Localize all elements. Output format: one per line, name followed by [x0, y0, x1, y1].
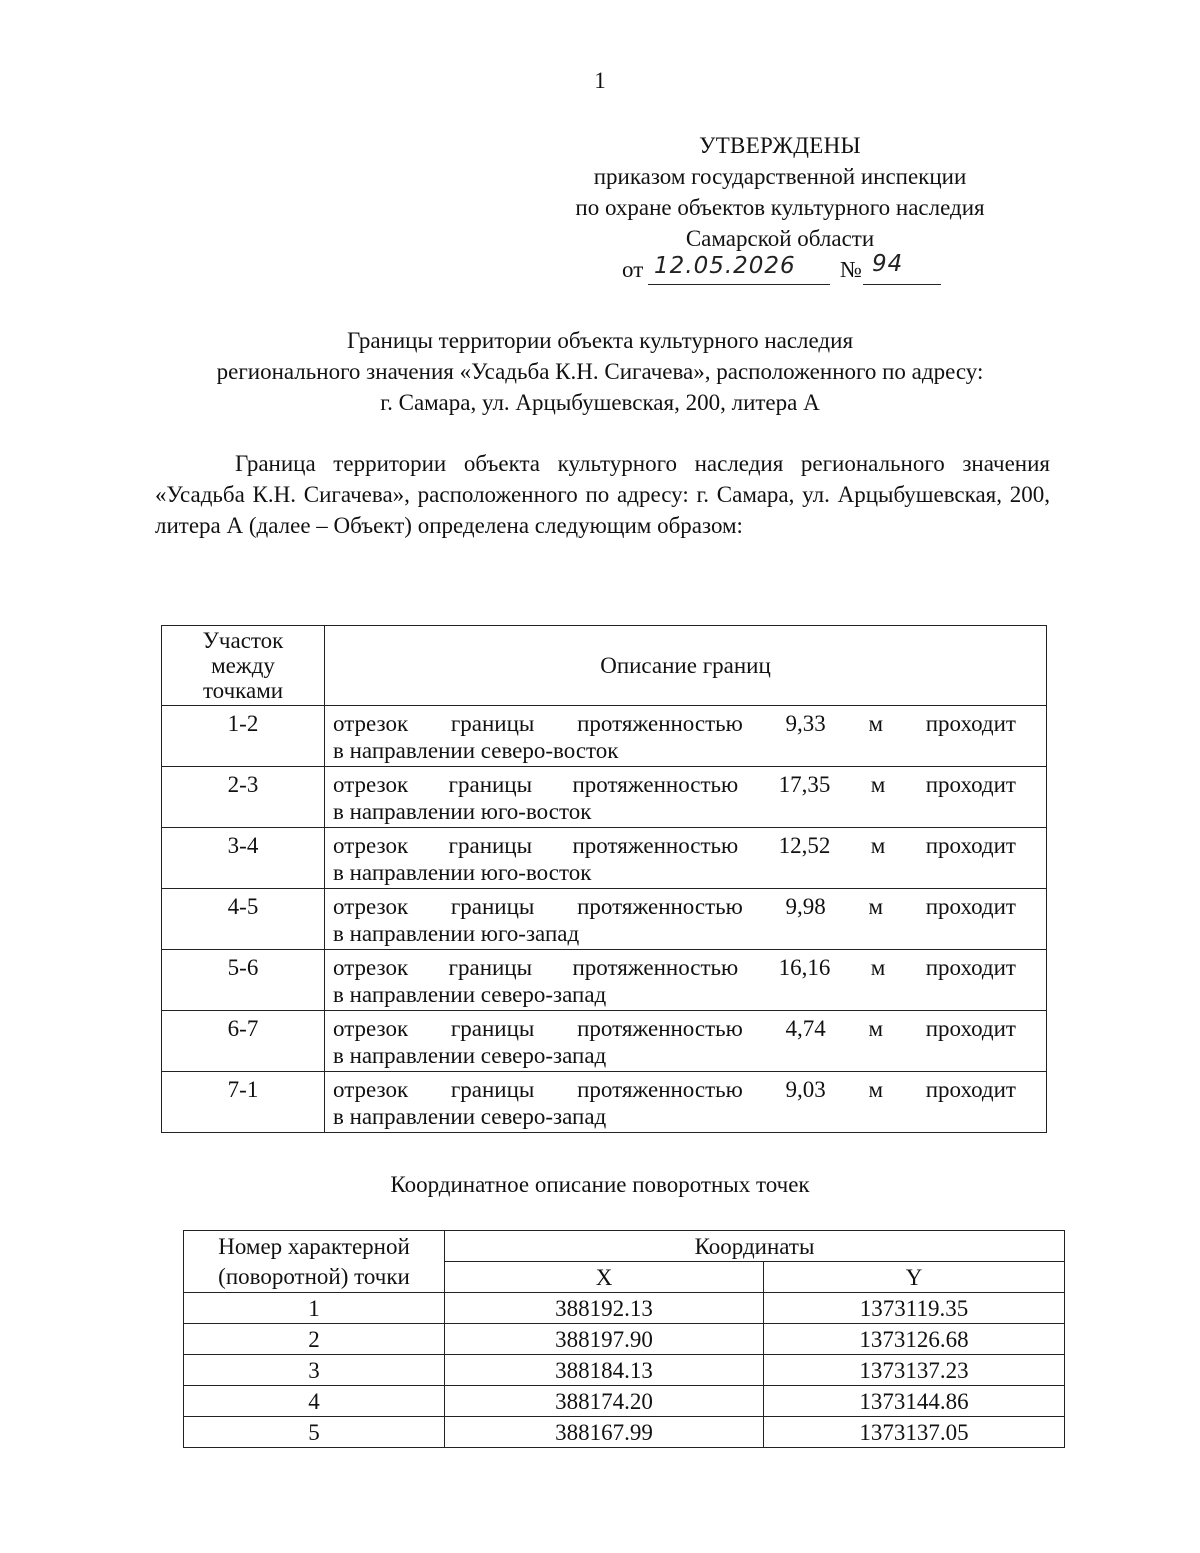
word-protyazh: протяженностью	[572, 955, 739, 980]
point-number: 5	[184, 1417, 445, 1448]
title-line-3: г. Самара, ул. Арцыбушевская, 200, литера А	[380, 390, 820, 415]
segment-length: 12,52	[778, 833, 831, 858]
word-protyazh: протяженностью	[577, 1016, 743, 1041]
coords-row	[184, 1417, 1065, 1448]
length-unit: м	[868, 1077, 884, 1102]
length-unit: м	[868, 1016, 884, 1041]
segment-direction: в направлении северо-запад	[333, 1043, 607, 1068]
length-unit: м	[870, 955, 886, 980]
word-protyazh: протяженностью	[577, 1077, 743, 1102]
segment-direction: в направлении северо-запад	[333, 982, 607, 1007]
coords-row	[184, 1293, 1065, 1324]
header-segment-line-3: точками	[202, 678, 284, 703]
description-cell	[325, 1072, 1047, 1133]
segment-length: 4,74	[785, 1016, 826, 1041]
boundary-row	[162, 1011, 1047, 1072]
coords-row	[184, 1355, 1065, 1386]
date-prefix: от	[622, 257, 644, 282]
segment-cell: 4-5	[162, 889, 325, 950]
segment-length: 16,16	[778, 955, 831, 980]
segment-direction: в направлении юго-восток	[333, 860, 592, 885]
description-line-1	[333, 710, 1016, 737]
header-y: Y	[764, 1262, 1065, 1293]
segment-length: 9,03	[785, 1077, 826, 1102]
point-number: 3	[184, 1355, 445, 1386]
segment-cell: 6-7	[162, 1011, 325, 1072]
segment-cell: 2-3	[162, 767, 325, 828]
description-cell	[325, 828, 1047, 889]
handwritten-number: 94	[872, 251, 904, 277]
segment-length: 9,98	[785, 894, 826, 919]
point-number: 4	[184, 1386, 445, 1417]
description-line-1	[333, 1015, 1016, 1042]
approval-line-1: приказом государственной инспекции	[593, 164, 967, 189]
header-segment-line-1: Участок	[202, 628, 284, 653]
description-line-1	[333, 832, 1016, 859]
length-unit: м	[870, 772, 886, 797]
coords-table	[183, 1230, 1065, 1448]
approval-line-2: по охране объектов культурного наследия	[575, 195, 985, 220]
word-otrezok: отрезок	[333, 833, 409, 858]
handwritten-date: 12.05.2026	[654, 253, 796, 279]
word-granitsy: границы	[450, 894, 535, 919]
length-unit: м	[868, 711, 884, 736]
segment-direction: в направлении северо-запад	[333, 1104, 607, 1129]
point-number: 2	[184, 1324, 445, 1355]
boundary-row	[162, 828, 1047, 889]
word-protyazh: протяженностью	[572, 772, 739, 797]
boundary-row	[162, 889, 1047, 950]
description-line-1	[333, 1076, 1016, 1103]
coord-x: 388167.99	[445, 1417, 764, 1448]
boundary-row	[162, 767, 1047, 828]
segment-cell: 7-1	[162, 1072, 325, 1133]
word-otrezok: отрезок	[333, 772, 409, 797]
boundary-row	[162, 1072, 1047, 1133]
approval-date-line	[530, 251, 1030, 288]
coord-y: 1373144.86	[764, 1386, 1065, 1417]
boundary-table-header	[162, 626, 1047, 706]
word-granitsy: границы	[450, 711, 535, 736]
header-point	[184, 1231, 445, 1293]
word-granitsy: границы	[450, 1016, 535, 1041]
description-line-1	[333, 893, 1016, 920]
description-cell	[325, 767, 1047, 828]
number-underline	[863, 284, 941, 285]
word-prohodit: проходит	[925, 1016, 1016, 1041]
approval-line-3: Самарской области	[685, 226, 875, 251]
coord-x: 388197.90	[445, 1324, 764, 1355]
description-cell	[325, 889, 1047, 950]
word-prohodit: проходит	[925, 772, 1016, 797]
word-otrezok: отрезок	[333, 711, 409, 736]
title-line-1: Границы территории объекта культурного наследия	[346, 328, 854, 353]
word-prohodit: проходит	[925, 894, 1016, 919]
point-number: 1	[184, 1293, 445, 1324]
intro-paragraph: Граница территории объекта культурного наследия регионального значения «Усадьба К.Н. Сигачева», расположенного по адресу: г. Самара, ул. Арцыбушевская, 200, литера А (далее – Объект) определена следующим образом:	[155, 451, 1050, 538]
length-unit: м	[870, 833, 886, 858]
coord-x: 388174.20	[445, 1386, 764, 1417]
approval-title: УТВЕРЖДЕНЫ	[699, 133, 861, 158]
word-protyazh: протяженностью	[577, 894, 743, 919]
description-line-1	[333, 771, 1016, 798]
coord-y: 1373137.23	[764, 1355, 1065, 1386]
word-protyazh: протяженностью	[572, 833, 739, 858]
header-segment	[162, 626, 325, 706]
word-otrezok: отрезок	[333, 1016, 409, 1041]
coord-y: 1373126.68	[764, 1324, 1065, 1355]
segment-length: 9,33	[785, 711, 826, 736]
segment-direction: в направлении юго-восток	[333, 799, 592, 824]
segment-cell: 3-4	[162, 828, 325, 889]
approval-block	[530, 130, 1030, 288]
word-granitsy: границы	[448, 833, 533, 858]
coord-y: 1373137.05	[764, 1417, 1065, 1448]
document-title	[100, 325, 1100, 418]
description-cell	[325, 706, 1047, 767]
coords-title: Координатное описание поворотных точек	[390, 1172, 810, 1197]
title-line-2: регионального значения «Усадьба К.Н. Сигачева», расположенного по адресу:	[216, 359, 984, 384]
segment-direction: в направлении юго-запад	[333, 921, 580, 946]
description-cell	[325, 1011, 1047, 1072]
description-cell	[325, 950, 1047, 1011]
word-prohodit: проходит	[925, 833, 1016, 858]
boundary-row	[162, 950, 1047, 1011]
header-segment-line-2: между	[211, 653, 275, 678]
word-granitsy: границы	[450, 1077, 535, 1102]
coords-row	[184, 1386, 1065, 1417]
word-prohodit: проходит	[925, 711, 1016, 736]
word-otrezok: отрезок	[333, 955, 409, 980]
segment-cell: 5-6	[162, 950, 325, 1011]
word-prohodit: проходит	[925, 1077, 1016, 1102]
segment-cell: 1-2	[162, 706, 325, 767]
header-point-line-1: Номер характерной	[218, 1233, 410, 1259]
word-otrezok: отрезок	[333, 894, 409, 919]
length-unit: м	[868, 894, 884, 919]
segment-length: 17,35	[778, 772, 831, 797]
boundary-table	[161, 625, 1047, 1133]
number-prefix: №	[840, 257, 862, 282]
header-description: Описание границ	[325, 626, 1047, 706]
coord-y: 1373119.35	[764, 1293, 1065, 1324]
description-line-1	[333, 954, 1016, 981]
word-otrezok: отрезок	[333, 1077, 409, 1102]
coord-x: 388192.13	[445, 1293, 764, 1324]
page-number: 1	[594, 68, 606, 93]
date-underline	[648, 284, 830, 285]
segment-direction: в направлении северо-восток	[333, 738, 619, 763]
coords-row	[184, 1324, 1065, 1355]
header-point-line-2: (поворотной) точки	[218, 1263, 410, 1289]
coords-header-row-1	[184, 1231, 1065, 1262]
word-granitsy: границы	[448, 772, 533, 797]
word-granitsy: границы	[448, 955, 533, 980]
header-coordinates: Координаты	[445, 1231, 1065, 1262]
word-protyazh: протяженностью	[577, 711, 743, 736]
boundary-row	[162, 706, 1047, 767]
coord-x: 388184.13	[445, 1355, 764, 1386]
word-prohodit: проходит	[925, 955, 1016, 980]
header-x: X	[445, 1262, 764, 1293]
